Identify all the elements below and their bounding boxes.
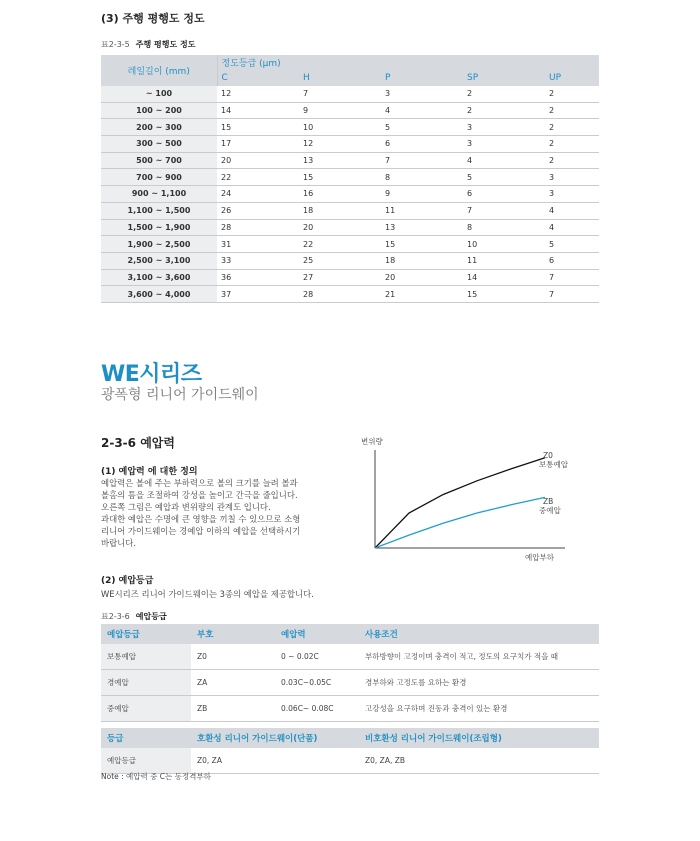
- grade-header: H: [299, 70, 381, 86]
- cell-force: 0 ~ 0.02C: [275, 644, 359, 670]
- value-cell: 7: [381, 152, 463, 169]
- header-symbol: 부호: [191, 624, 275, 644]
- value-cell: 16: [299, 186, 381, 203]
- table-row: [101, 136, 599, 153]
- header-preload-grade: 예압등급: [101, 624, 191, 644]
- preload-definition-text: [101, 477, 361, 549]
- value-cell: 3: [545, 169, 599, 186]
- paragraph-line: 바랍니다.: [101, 538, 137, 548]
- cell-symbol: ZB: [191, 696, 275, 722]
- value-cell: 7: [463, 202, 545, 219]
- paragraph-line: 볼홈의 틈을 조절하여 강성을 높이고 간극을 줄입니다.: [101, 490, 298, 500]
- header-use-condition: 사용조건: [359, 624, 599, 644]
- grade-header: P: [381, 70, 463, 86]
- value-cell: 12: [299, 136, 381, 153]
- value-cell: 8: [381, 169, 463, 186]
- series-sublabel: 중예압: [539, 506, 561, 515]
- grade-header: UP: [545, 70, 599, 86]
- table-row: [101, 252, 599, 269]
- table-caption-number: 표2-3-5: [101, 40, 130, 49]
- value-cell: 5: [381, 119, 463, 136]
- value-cell: 9: [381, 186, 463, 203]
- series-sublabel: 보통예압: [539, 460, 568, 469]
- parallelism-table: [101, 55, 599, 303]
- value-cell: 18: [299, 202, 381, 219]
- series-title: WE시리즈: [101, 362, 202, 387]
- value-cell: 12: [217, 86, 299, 102]
- value-cell: 18: [381, 252, 463, 269]
- value-cell: 20: [299, 219, 381, 236]
- rail-length-cell: 100 ~ 200: [101, 102, 217, 119]
- value-cell: 28: [217, 219, 299, 236]
- preload-grade-text: WE시리즈 리니어 가이드웨이는 3종의 예압을 제공합니다.: [101, 589, 314, 599]
- paragraph-line: 오른쪽 그림은 예압과 변위량의 관계도 입니다.: [101, 502, 271, 512]
- rail-length-cell: 1,100 ~ 1,500: [101, 202, 217, 219]
- grade-header: C: [217, 70, 299, 86]
- value-cell: 15: [463, 286, 545, 303]
- preload-definition-heading: (1) 예압력 에 대한 정의: [101, 467, 198, 477]
- value-cell: 15: [381, 236, 463, 253]
- value-cell: 3: [545, 186, 599, 203]
- cell-grade: 예압등급: [101, 748, 191, 774]
- value-cell: 2: [545, 136, 599, 153]
- table2-caption: [101, 611, 167, 622]
- table-row: [101, 748, 599, 774]
- section-2-3-6-title: 2-3-6 예압력: [101, 436, 175, 450]
- value-cell: 11: [381, 202, 463, 219]
- table-row: [101, 86, 599, 102]
- value-cell: 2: [545, 119, 599, 136]
- value-cell: 3: [463, 119, 545, 136]
- value-cell: 7: [299, 86, 381, 102]
- y-axis-label: 변위량: [361, 437, 383, 446]
- rail-length-cell: 2,500 ~ 3,100: [101, 252, 217, 269]
- value-cell: 20: [381, 269, 463, 286]
- value-cell: 24: [217, 186, 299, 203]
- series-line-zb: [375, 497, 545, 548]
- value-cell: 31: [217, 236, 299, 253]
- value-cell: 8: [463, 219, 545, 236]
- value-cell: 17: [217, 136, 299, 153]
- paragraph-line: 과대한 예압은 수명에 큰 영향을 끼칠 수 있으므로 소형: [101, 514, 301, 524]
- value-cell: 28: [299, 286, 381, 303]
- cell-grade: 보통예압: [101, 644, 191, 670]
- cell-symbol: Z0: [191, 644, 275, 670]
- value-cell: 5: [463, 169, 545, 186]
- rail-length-cell: 900 ~ 1,100: [101, 186, 217, 203]
- cell-condition: 고강성을 요구하며 진동과 충격이 있는 환경: [359, 696, 599, 722]
- value-cell: 2: [545, 152, 599, 169]
- value-cell: 13: [381, 219, 463, 236]
- value-cell: 3: [463, 136, 545, 153]
- value-cell: 7: [545, 286, 599, 303]
- value-cell: 26: [217, 202, 299, 219]
- cell-force: 0.03C~0.05C: [275, 670, 359, 696]
- table-row: [101, 219, 599, 236]
- value-cell: 4: [463, 152, 545, 169]
- value-cell: 2: [545, 102, 599, 119]
- rail-length-cell: 500 ~ 700: [101, 152, 217, 169]
- cell-condition: 경부하와 고정도를 요하는 환경: [359, 670, 599, 696]
- value-cell: 15: [299, 169, 381, 186]
- rail-length-cell: 200 ~ 300: [101, 119, 217, 136]
- value-cell: 2: [545, 86, 599, 102]
- section-heading: (3) 주행 평행도 정도: [101, 12, 205, 25]
- preload-grade-heading: (2) 예압등급: [101, 576, 154, 586]
- cell-grade: 중예압: [101, 696, 191, 722]
- paragraph-line: 예압력은 볼에 주는 부하력으로 볼의 크기를 늘려 볼과: [101, 478, 298, 488]
- table-row: [101, 152, 599, 169]
- value-cell: 3: [381, 86, 463, 102]
- cell-condition: 부하방향이 고정이며 충격이 적고, 정도의 요구치가 적을 때: [359, 644, 599, 670]
- cell-force: 0.06C~ 0.08C: [275, 696, 359, 722]
- table-row: [101, 286, 599, 303]
- table-row: [101, 236, 599, 253]
- header-non-interchangeable: 비호환성 리니어 가이드웨이(조립형): [359, 728, 599, 748]
- value-cell: 6: [381, 136, 463, 153]
- value-cell: 7: [545, 269, 599, 286]
- rail-length-cell: 1,500 ~ 1,900: [101, 219, 217, 236]
- value-cell: 14: [217, 102, 299, 119]
- series-subtitle: 광폭형 리니어 가이드웨이: [101, 387, 259, 403]
- cell-interchangeable: Z0, ZA: [191, 748, 359, 774]
- value-cell: 5: [545, 236, 599, 253]
- value-cell: 6: [545, 252, 599, 269]
- value-cell: 22: [217, 169, 299, 186]
- preload-grade-table: [101, 624, 599, 774]
- table-row: [101, 186, 599, 203]
- header-rail-length: 레일길이 (mm): [101, 55, 217, 86]
- rail-length-cell: 300 ~ 500: [101, 136, 217, 153]
- value-cell: 37: [217, 286, 299, 303]
- rail-length-cell: 3,100 ~ 3,600: [101, 269, 217, 286]
- rail-length-cell: 3,600 ~ 4,000: [101, 286, 217, 303]
- value-cell: 6: [463, 186, 545, 203]
- header-accuracy-grade: 정도등급 (μm): [217, 55, 599, 70]
- table-row: [101, 202, 599, 219]
- value-cell: 11: [463, 252, 545, 269]
- value-cell: 10: [299, 119, 381, 136]
- table2-caption-title: 예압등급: [135, 612, 167, 621]
- note: Note : 예압력 중 C는 동정격부하: [101, 772, 211, 781]
- table-row: [101, 169, 599, 186]
- value-cell: 4: [381, 102, 463, 119]
- value-cell: 33: [217, 252, 299, 269]
- table-row: [101, 644, 599, 670]
- value-cell: 2: [463, 102, 545, 119]
- value-cell: 2: [463, 86, 545, 102]
- x-axis-label: 예압부하: [525, 553, 554, 562]
- header-grade: 등급: [101, 728, 191, 748]
- value-cell: 21: [381, 286, 463, 303]
- value-cell: 25: [299, 252, 381, 269]
- series-label: ZB: [543, 497, 554, 506]
- value-cell: 27: [299, 269, 381, 286]
- grade-header: SP: [463, 70, 545, 86]
- value-cell: 20: [217, 152, 299, 169]
- rail-length-cell: 1,900 ~ 2,500: [101, 236, 217, 253]
- table-caption-title: 주행 평행도 정도: [135, 40, 196, 49]
- header-preload-force: 예압력: [275, 624, 359, 644]
- table-row: [101, 696, 599, 722]
- value-cell: 22: [299, 236, 381, 253]
- cell-symbol: ZA: [191, 670, 275, 696]
- value-cell: 15: [217, 119, 299, 136]
- value-cell: 14: [463, 269, 545, 286]
- header-interchangeable: 호환성 리니어 가이드웨이(단품): [191, 728, 359, 748]
- table-row: [101, 102, 599, 119]
- cell-non-interchangeable: Z0, ZA, ZB: [359, 748, 599, 774]
- table-row: [101, 670, 599, 696]
- rail-length-cell: 700 ~ 900: [101, 169, 217, 186]
- value-cell: 4: [545, 202, 599, 219]
- rail-length-cell: ~ 100: [101, 86, 217, 102]
- series-label: Z0: [543, 451, 553, 460]
- value-cell: 4: [545, 219, 599, 236]
- value-cell: 9: [299, 102, 381, 119]
- paragraph-line: 리니어 가이드웨이는 경예압 이하의 예압을 선택하시기: [101, 526, 301, 536]
- value-cell: 10: [463, 236, 545, 253]
- preload-displacement-chart: [355, 432, 595, 572]
- value-cell: 13: [299, 152, 381, 169]
- table-row: [101, 119, 599, 136]
- value-cell: 36: [217, 269, 299, 286]
- table-row: [101, 269, 599, 286]
- table-caption: [101, 39, 195, 50]
- cell-grade: 경예압: [101, 670, 191, 696]
- table2-caption-number: 표2-3-6: [101, 612, 130, 621]
